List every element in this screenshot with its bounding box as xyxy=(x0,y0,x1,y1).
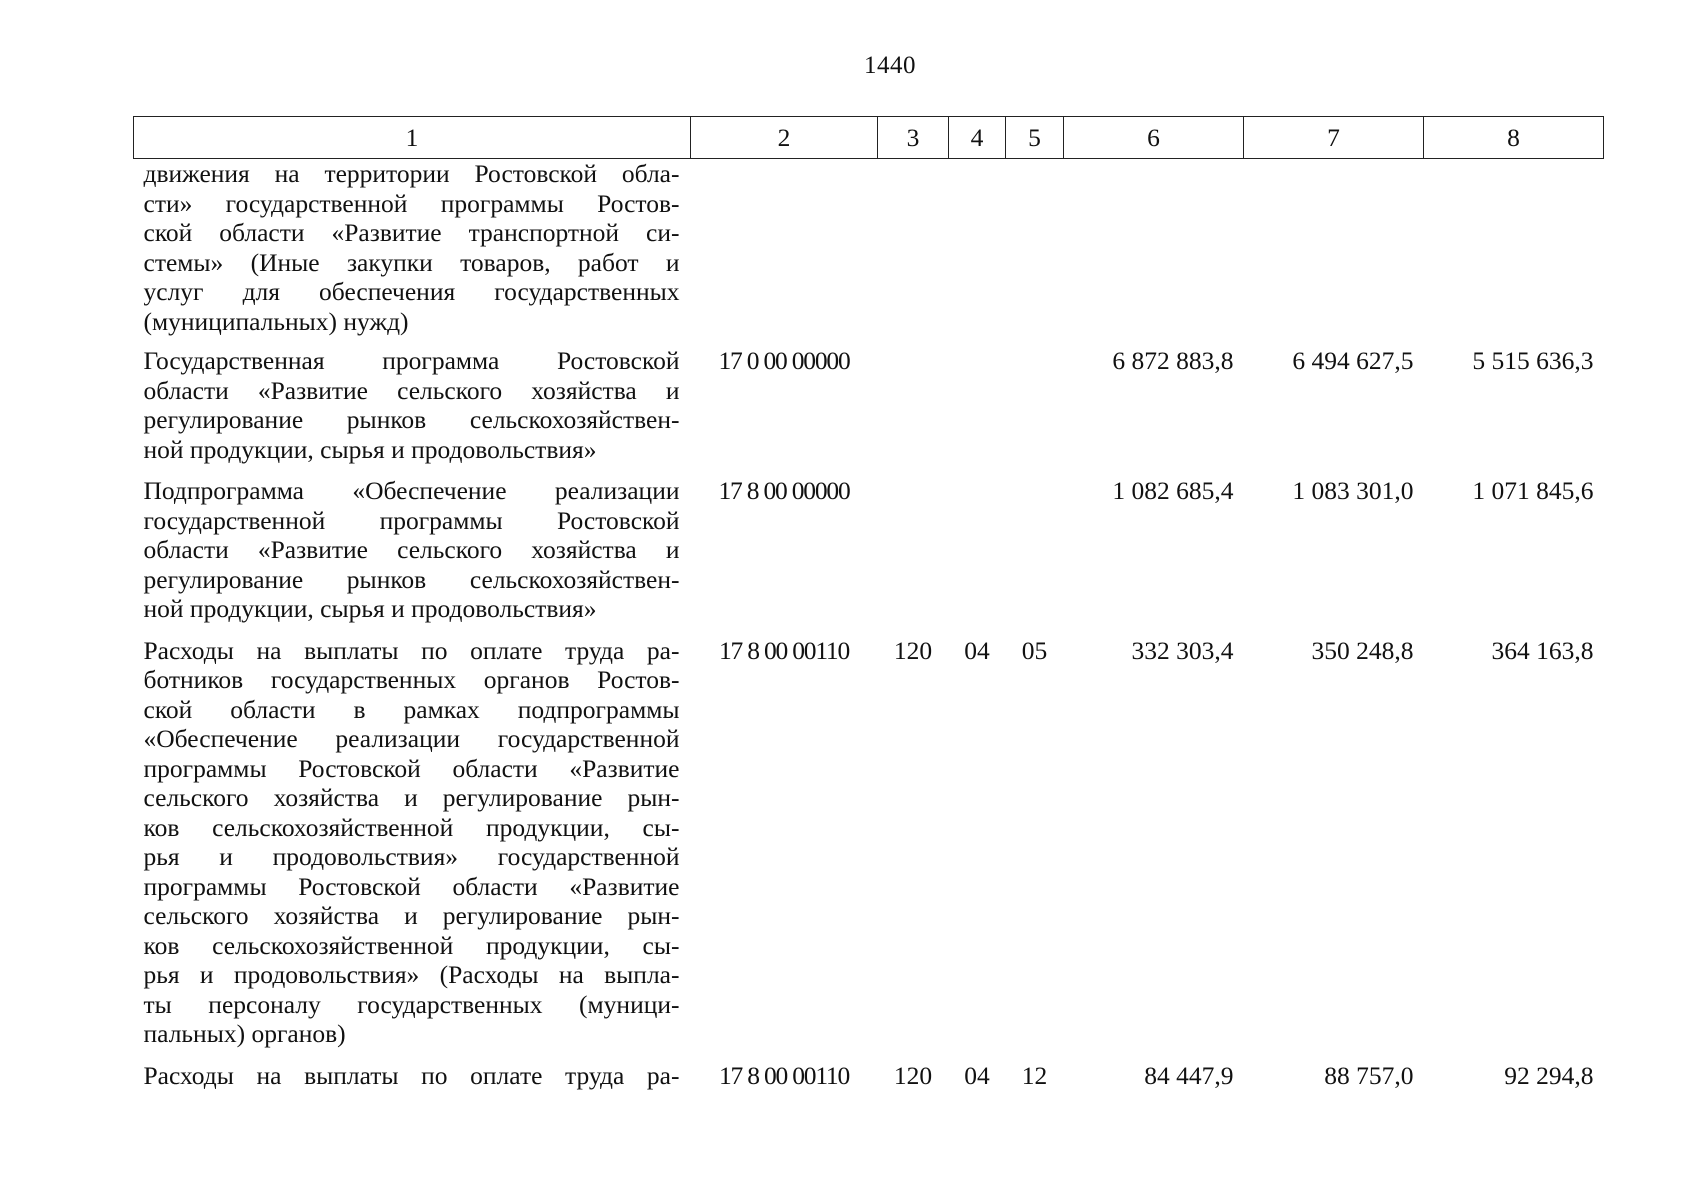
description-line: сти» государственной программы Ростов- xyxy=(143,188,680,218)
description-line: программы Ростовской области «Развитие xyxy=(143,871,680,901)
row-col5: 12 xyxy=(1021,1060,1048,1090)
row-description xyxy=(134,1061,691,1091)
column-header: 2 xyxy=(691,117,878,159)
row-col8: 92 294,8 xyxy=(1504,1060,1594,1090)
row-code xyxy=(691,159,878,347)
column-header: 6 xyxy=(1064,117,1244,159)
row-col3: 120 xyxy=(893,1060,933,1090)
description-line: Государственная программа Ростовской xyxy=(143,346,680,375)
row-code: 17 8 00 00110 xyxy=(718,635,850,665)
description-line: области «Развитие сельского хозяйства и xyxy=(143,375,680,405)
description-line: сельского хозяйства и регулирование рын- xyxy=(143,901,680,930)
description-line: регулирование рынков сельскохозяйствен- xyxy=(143,405,680,434)
row-col8: 1 071 845,6 xyxy=(1472,476,1594,505)
row-col4: 04 xyxy=(964,635,990,665)
column-header: 8 xyxy=(1424,117,1604,159)
row-description xyxy=(134,636,691,1061)
description-line: ты персоналу государственных (муници- xyxy=(143,989,680,1019)
row-col4: 04 xyxy=(964,1060,990,1090)
description-line: государственной программы Ростовской xyxy=(143,505,680,535)
row-col6: 6 872 883,8 xyxy=(1112,346,1234,375)
row-col4 xyxy=(949,346,1006,476)
row-col5 xyxy=(1006,476,1064,636)
description-line: рья и продовольствия» (Расходы на выпла- xyxy=(143,960,680,989)
description-line: программы Ростовской области «Развитие xyxy=(143,753,680,783)
row-col5 xyxy=(1006,346,1064,476)
description-line: ской области в рамках подпрограммы xyxy=(143,694,680,724)
row-col5 xyxy=(1006,159,1064,347)
row-col8: 364 163,8 xyxy=(1491,635,1594,665)
row-col3 xyxy=(878,346,949,476)
row-col8: 5 515 636,3 xyxy=(1472,346,1594,375)
row-col4 xyxy=(949,476,1006,636)
description-line: (муниципальных) нужд) xyxy=(143,306,409,336)
description-line: услуг для обеспечения государственных xyxy=(143,277,680,306)
description-line: Подпрограмма «Обеспечение реализации xyxy=(143,476,680,505)
description-line: ной продукции, сырья и продовольствия» xyxy=(143,594,597,623)
description-line: ной продукции, сырья и продовольствия» xyxy=(143,434,597,464)
description-line: регулирование рынков сельскохозяйствен- xyxy=(143,564,680,594)
row-code: 17 8 00 00110 xyxy=(718,1060,850,1090)
table-row xyxy=(134,476,1604,636)
description-line: движения на территории Ростовской обла- xyxy=(143,159,680,188)
row-description xyxy=(134,159,691,347)
row-col7: 1 083 301,0 xyxy=(1292,476,1414,505)
description-line: сельского хозяйства и регулирование рын- xyxy=(143,783,680,812)
description-line: ской области «Развитие транспортной си- xyxy=(143,218,680,247)
table-row xyxy=(134,346,1604,476)
row-col7: 6 494 627,5 xyxy=(1292,346,1414,375)
description-line: ков сельскохозяйственной продукции, сы- xyxy=(143,930,680,960)
column-header: 3 xyxy=(878,117,949,159)
row-col3 xyxy=(878,159,949,347)
row-col7 xyxy=(1244,159,1424,347)
row-col7: 88 757,0 xyxy=(1324,1060,1414,1090)
row-col8 xyxy=(1424,159,1604,347)
row-description xyxy=(134,346,691,476)
row-col4 xyxy=(949,159,1006,347)
column-header: 7 xyxy=(1244,117,1424,159)
description-line: «Обеспечение реализации государственной xyxy=(143,724,680,753)
row-col6: 1 082 685,4 xyxy=(1112,476,1234,505)
row-col6 xyxy=(1064,159,1244,347)
row-col6: 84 447,9 xyxy=(1144,1060,1234,1090)
row-col5: 05 xyxy=(1021,635,1048,665)
row-code: 17 8 00 00000 xyxy=(718,476,850,505)
description-line: стемы» (Иные закупки товаров, работ и xyxy=(143,247,680,277)
table-row xyxy=(134,1061,1604,1091)
row-col3 xyxy=(878,476,949,636)
description-line: рья и продовольствия» государственной xyxy=(143,842,680,871)
page-number: 1440 xyxy=(864,52,916,79)
row-col6: 332 303,4 xyxy=(1131,635,1234,665)
table-row xyxy=(134,159,1604,347)
column-header: 4 xyxy=(949,117,1006,159)
budget-table xyxy=(133,116,1604,1090)
row-code: 17 0 00 00000 xyxy=(718,346,850,375)
column-header: 1 xyxy=(134,117,691,159)
description-line: ков сельскохозяйственной продукции, сы- xyxy=(143,812,680,842)
description-line: пальных) органов) xyxy=(143,1019,346,1048)
description-line: Расходы на выплаты по оплате труда ра- xyxy=(143,1060,680,1090)
header-row xyxy=(134,117,1604,159)
column-header: 5 xyxy=(1006,117,1064,159)
row-col7: 350 248,8 xyxy=(1311,635,1414,665)
row-description xyxy=(134,476,691,636)
table-row xyxy=(134,636,1604,1061)
description-line: Расходы на выплаты по оплате труда ра- xyxy=(143,635,680,665)
row-col3: 120 xyxy=(893,635,933,665)
description-line: области «Развитие сельского хозяйства и xyxy=(143,535,680,564)
description-line: ботников государственных органов Ростов- xyxy=(143,665,680,694)
